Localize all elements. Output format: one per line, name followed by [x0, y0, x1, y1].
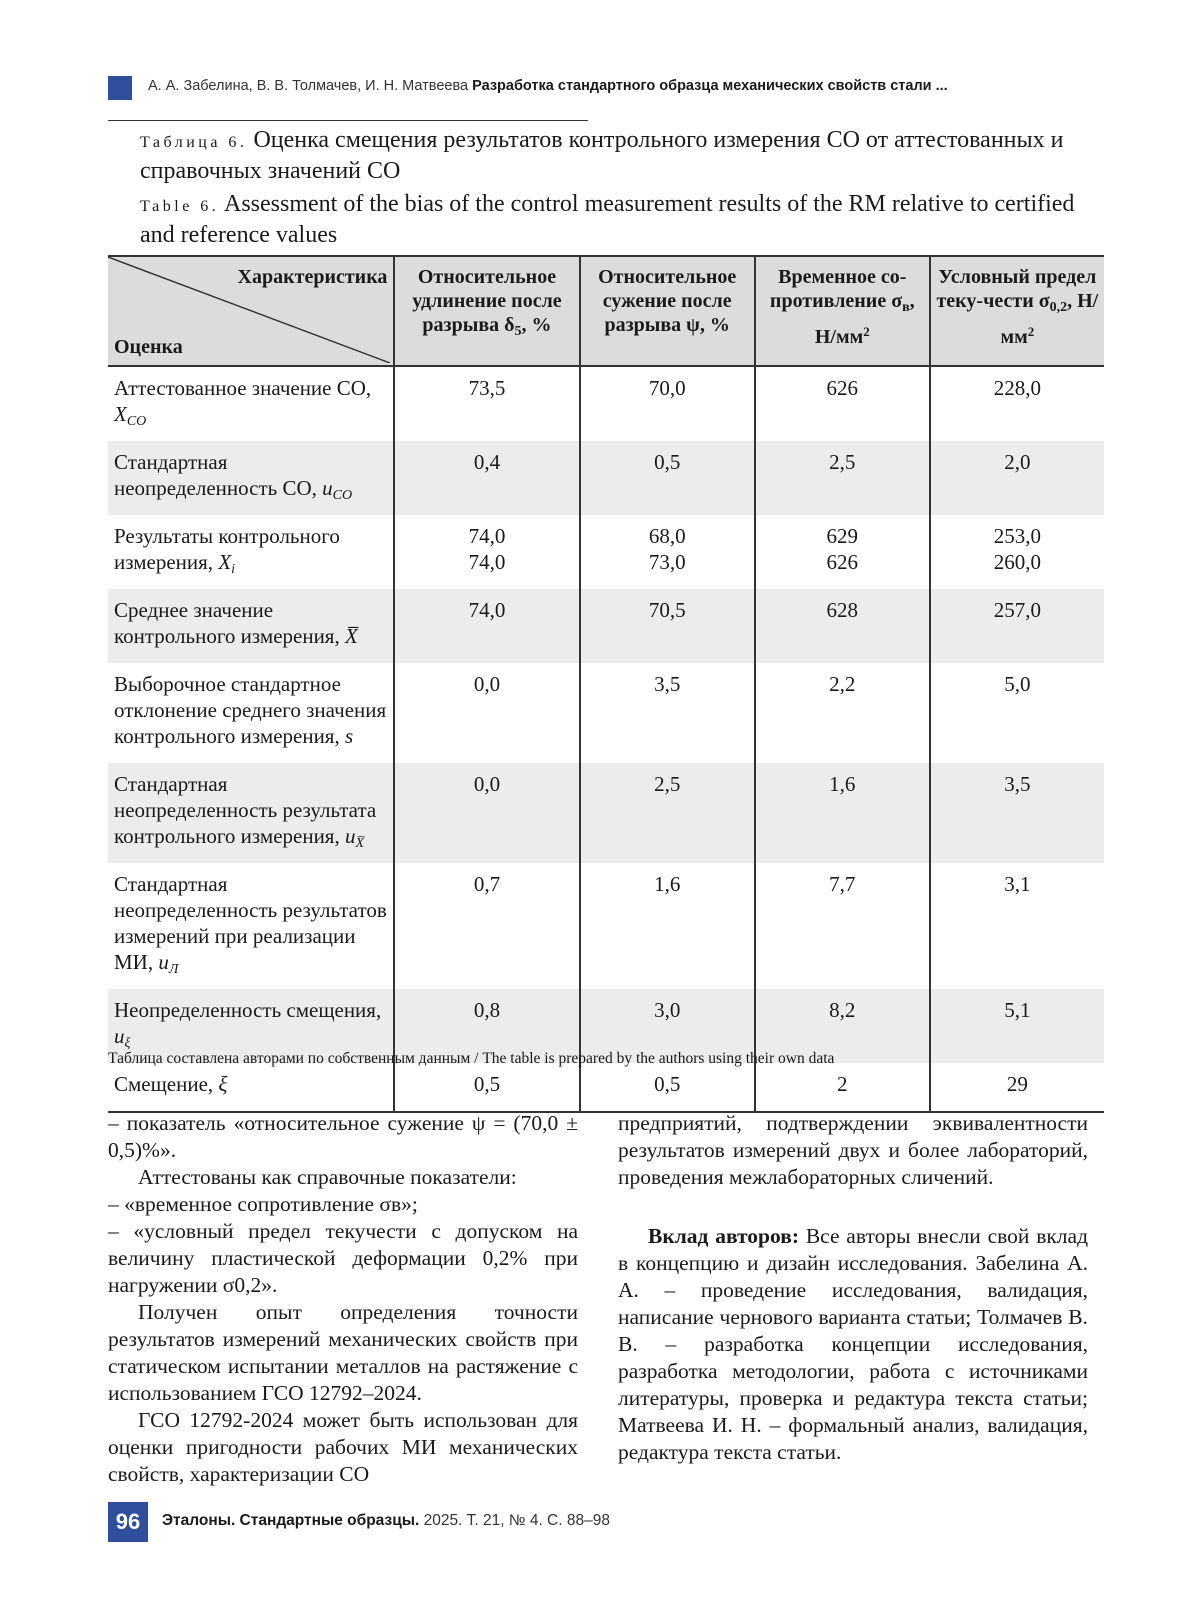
value-cell: 628	[755, 589, 930, 663]
table-row	[108, 589, 1104, 663]
value-cell: 70,5	[580, 589, 755, 663]
value-cell: 2	[755, 1063, 930, 1112]
contributions-label: Вклад авторов:	[648, 1224, 800, 1248]
paragraph: – показатель «относительное сужение ψ = (70,0 ± 0,5)%».	[108, 1111, 578, 1162]
header-authors: А. А. Забелина, В. В. Толмачев, И. Н. Матвеева	[148, 78, 469, 94]
row-label: Неопределенность смещения, $u_\xi$	[108, 989, 394, 1063]
journal-issue: 2025. Т. 21, № 4. С. 88–98	[423, 1512, 610, 1529]
table-row	[108, 515, 1104, 589]
journal-name: Эталоны. Стандартные образцы.	[162, 1512, 420, 1529]
caption-en-label: Table 6.	[140, 198, 220, 215]
paragraph: – «временное сопротивление σв»;	[108, 1192, 418, 1216]
value-cell: 0,5	[394, 1063, 579, 1112]
value-cell: 626	[755, 366, 930, 441]
left-column	[108, 1110, 578, 1488]
value-cell: 2,5	[580, 763, 755, 863]
journal-citation	[162, 1512, 610, 1530]
value-cell: 29	[930, 1063, 1104, 1112]
header-text	[148, 78, 948, 94]
bias-table	[108, 255, 1104, 1113]
corner-top-label: Характеристика	[237, 266, 388, 288]
contributions-paragraph	[618, 1223, 1088, 1466]
value-cell: 3,1	[930, 863, 1104, 989]
table-row	[108, 1063, 1104, 1112]
value-cell: 0,5	[580, 441, 755, 515]
table-row	[108, 663, 1104, 763]
page-number: 96	[108, 1502, 148, 1542]
table-row	[108, 441, 1104, 515]
paragraph: – «условный предел текучести с допуском на величину пластической деформации 0,2% при нагружении σ0,2».	[108, 1219, 578, 1297]
value-cell: 74,0 74,0	[394, 515, 579, 589]
value-cell: 7,7	[755, 863, 930, 989]
value-cell: 0,4	[394, 441, 579, 515]
running-header	[108, 74, 1098, 102]
value-cell: 1,6	[580, 863, 755, 989]
value-cell: 5,1	[930, 989, 1104, 1063]
value-cell: 629 626	[755, 515, 930, 589]
contributions-text: Все авторы внесли свой вклад в концепцию и дизайн исследования. Забелина А. А. – проведение исследования, валидация, написание чернового варианта статьи; Толмачев В. В. – разработка концепции исследования, разработка методологии, работа с источниками литературы, проверка и редактура текста статьи; Матвеева И. Н. – формальный анализ, валидация, редактура текста статьи.	[618, 1224, 1089, 1464]
value-cell: 1,6	[755, 763, 930, 863]
row-label: Результаты контрольного измерения, $X_i$	[114, 524, 340, 577]
value-cell: 2,0	[930, 441, 1104, 515]
header-rule	[108, 120, 588, 121]
value-cell: 3,5	[930, 763, 1104, 863]
column-header: Относительное сужение после разрыва ψ, %	[580, 256, 755, 366]
row-label: Среднее значение контрольного измерения, X̅	[108, 589, 394, 663]
right-column	[618, 1110, 1088, 1466]
caption-ru-label: Таблица 6.	[140, 134, 248, 151]
row-label: Выборочное стандартное отклонение среднего значения контрольного измерения, s	[114, 672, 387, 748]
value-cell: 3,0	[580, 989, 755, 1063]
value-cell: 0,0	[394, 763, 579, 863]
value-cell: 0,0	[394, 663, 579, 763]
value-cell: 0,5	[580, 1063, 755, 1112]
row-label: Стандартная неопределенность СО, $u_{СО}$	[108, 441, 394, 515]
paragraph: Получен опыт определения точности результатов измерений механических свойств при статическом испытании металлов на растяжение с использованием ГСО 12792–2024.	[108, 1300, 578, 1405]
value-cell: 228,0	[930, 366, 1104, 441]
table-row	[108, 863, 1104, 989]
paragraph: предприятий, подтверждении эквивалентности результатов измерений двух и более лабораторий, проведения межлабораторных сличений.	[618, 1111, 1088, 1189]
corner-bottom-label: Оценка	[114, 336, 183, 358]
column-header: Условный предел теку-чести $\sigma_{0,2}$, $Н/мм^2$	[930, 256, 1104, 366]
table-row	[108, 366, 1104, 441]
table-row	[108, 763, 1104, 863]
value-cell: 2,5	[755, 441, 930, 515]
value-cell: 73,5	[394, 366, 579, 441]
value-cell: 0,7	[394, 863, 579, 989]
caption-en-text: Assessment of the bias of the control measurement results of the RM relative to certified and reference values	[140, 191, 1075, 248]
value-cell: 5,0	[930, 663, 1104, 763]
value-cell: 74,0	[394, 589, 579, 663]
table-caption-en	[140, 190, 1102, 249]
page-footer	[108, 1502, 908, 1542]
caption-ru-text: Оценка смещения результатов контрольного измерения СО от аттестованных и справочных значений СО	[140, 127, 1064, 184]
value-cell: 0,8	[394, 989, 579, 1063]
header-article-title: Разработка стандартного образца механических свойств стали ...	[472, 78, 948, 94]
table-note: Таблица составлена авторами по собственным данным / The table is prepared by the authors using their own data	[108, 1050, 835, 1067]
column-header: Временное со-противление $\sigma_в$, $Н/мм^2$	[755, 256, 930, 366]
corner-cell	[108, 256, 394, 366]
table-body	[108, 366, 1104, 1112]
row-label: Аттестованное значение СО, $X_{СО}$	[114, 376, 372, 429]
value-cell: 257,0	[930, 589, 1104, 663]
paragraph: ГСО 12792-2024 может быть использован для оценки пригодности рабочих МИ механических свойств, характеризации СО	[108, 1408, 578, 1486]
spacer	[618, 1191, 1088, 1223]
value-cell: 253,0 260,0	[930, 515, 1104, 589]
table-header-row	[108, 256, 1104, 366]
row-label: Стандартная неопределенность результата контрольного измерения, $u_{X̅}$	[108, 763, 394, 863]
row-label: Смещение, ξ	[108, 1063, 394, 1112]
row-label: Стандартная неопределенность результатов измерений при реализации МИ, $u_Л$	[114, 872, 387, 977]
value-cell: 70,0	[580, 366, 755, 441]
value-cell: 3,5	[580, 663, 755, 763]
paragraph: Аттестованы как справочные показатели:	[138, 1165, 517, 1189]
value-cell: 68,0 73,0	[580, 515, 755, 589]
column-header: Относительное удлинение после разрыва $\delta_5$, %	[394, 256, 579, 366]
header-accent-square	[108, 76, 132, 100]
value-cell: 8,2	[755, 989, 930, 1063]
table-caption-ru	[140, 126, 1102, 185]
value-cell: 2,2	[755, 663, 930, 763]
